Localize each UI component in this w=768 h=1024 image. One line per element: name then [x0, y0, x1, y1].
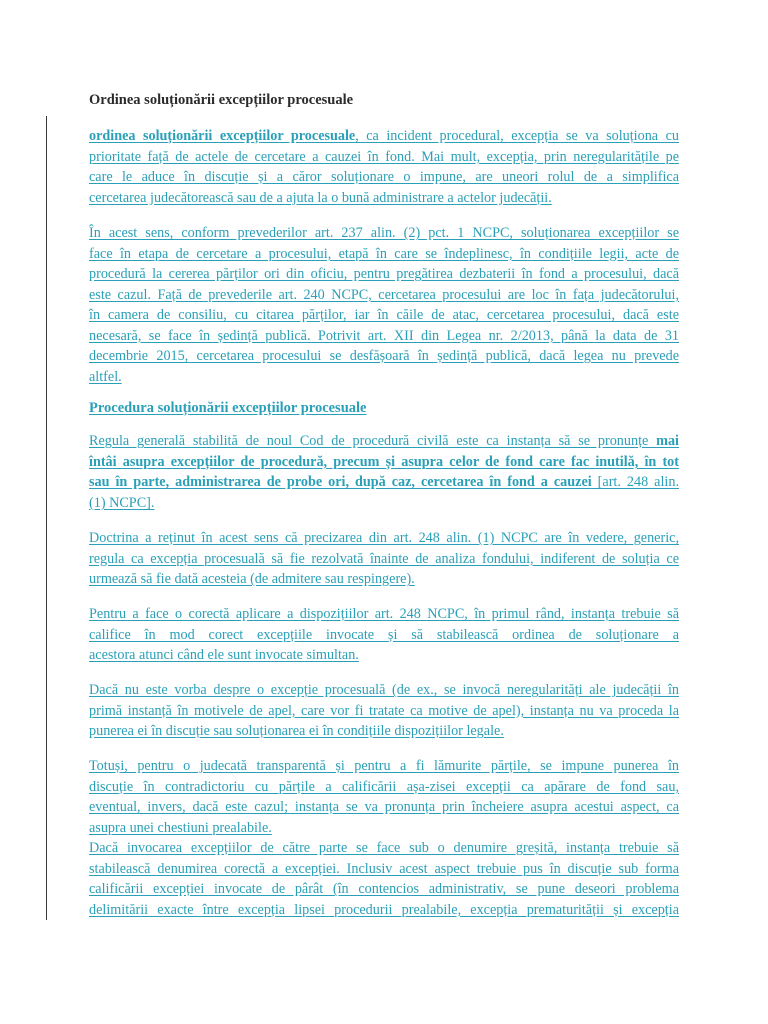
text-run: altfel. — [89, 368, 122, 385]
text-run: este cazul. Față de prevederile art. 240 NCPC, cercetarea procesului are loc în fața judecătorului, — [89, 286, 679, 303]
text-line — [89, 346, 679, 367]
text-line — [89, 167, 679, 188]
text-line — [89, 838, 679, 859]
text-run: , ca incident procedural, excepția se va soluționa cu — [355, 128, 679, 144]
text-line — [89, 900, 679, 921]
text-line — [89, 701, 679, 722]
text-line — [89, 188, 679, 209]
text-line — [89, 569, 679, 590]
text-run: care le aduce în discuție și a căror soluționare o impune, are uneori rolul de a simplifica — [89, 169, 679, 185]
paragraph-4 — [89, 528, 679, 590]
text-line — [89, 721, 679, 742]
text-line — [89, 528, 679, 549]
text-run: cercetarea judecătorească sau de a ajuta la o bună administrare a actelor judecății. — [89, 189, 552, 206]
text-line — [89, 797, 679, 818]
text-run: necesară, se face în ședință publică. Potrivit art. XII din Legea nr. 2/2013, până la data de 31 — [89, 327, 679, 344]
text-line — [89, 879, 679, 900]
text-line — [89, 818, 679, 839]
paragraph-5 — [89, 604, 679, 666]
bold-text-run: întâi asupra excepțiilor de procedură, precum și asupra celor de fond care fac inutilă, în tot — [89, 453, 679, 470]
text-run: califice în mod corect excepțiile invocate și să stabilească ordinea de soluționare a — [89, 626, 679, 643]
text-run: Regula generală stabilită de noul Cod de procedură civilă este ca instanța să se pronunțe — [89, 433, 657, 449]
text-line — [89, 625, 679, 646]
text-line — [89, 859, 679, 880]
text-line — [89, 549, 679, 570]
text-run: regula ca excepția procesuală să fie rezolvată înainte de analiza fondului, indiferent de soluția ce — [89, 550, 679, 567]
margin-change-bar — [46, 116, 47, 920]
text-line — [89, 305, 679, 326]
text-line — [89, 244, 679, 265]
text-run: delimitării exacte între excepția lipsei procedurii prealabile, excepția prematurității și excepția — [89, 901, 679, 918]
text-line — [89, 285, 679, 306]
paragraph-2 — [89, 223, 679, 387]
text-run: urmează să fie dată acesteia (de admitere sau respingere). — [89, 571, 415, 587]
text-run: decembrie 2015, cercetarea procesului se desfășoară în ședință publică, dacă legea nu prevede — [89, 348, 679, 364]
text-run: calificării excepției invocate de pârât (în contencios administrativ, se pune deseori problema — [89, 881, 679, 897]
text-line — [89, 452, 679, 473]
text-line — [89, 777, 679, 798]
text-run: punerea ei în discuție sau soluționarea ei în condițiile dispozițiilor legale. — [89, 723, 504, 739]
text-run: acestora atunci când ele sunt invocate simultan. — [89, 647, 359, 663]
paragraph-1 — [89, 126, 679, 208]
text-run: procedură la cererea părților ori din oficiu, pentru pregătirea dezbaterii în fond a procesului, dacă — [89, 266, 679, 282]
text-run: prioritate față de actele de cercetare a cauzei în fond. Mai mult, excepția, prin neregularitățile pe — [89, 148, 679, 165]
text-run: În acest sens, conform prevederilor art. 237 alin. (2) pct. 1 NCPC, soluționarea excepțiilor se — [89, 225, 679, 241]
text-line — [89, 223, 679, 244]
text-run: în camera de consiliu, cu citarea părților, iar în căile de atac, cercetarea procesului, dacă este — [89, 307, 679, 323]
text-run: (1) NCPC]. — [89, 494, 155, 511]
text-line — [89, 756, 679, 777]
text-line — [89, 493, 679, 514]
text-run: discuție în contradictoriu cu părțile a calificării așa-zisei excepții ca apărare de fond sau, — [89, 778, 679, 795]
text-run: stabilească denumirea corectă a excepției. Inclusiv acest aspect trebuie pus în discuție sub forma — [89, 860, 679, 877]
text-run: [art. 248 alin. — [591, 474, 679, 490]
text-line — [89, 431, 679, 452]
text-run: eventual, invers, dacă este cazul; instanța se va pronunța prin încheiere asupra acestui aspect, ca — [89, 799, 679, 815]
text-line — [89, 326, 679, 347]
subheading-wrap — [89, 398, 679, 419]
text-line — [89, 680, 679, 701]
text-line — [89, 126, 679, 147]
text-line — [89, 367, 679, 388]
text-line — [89, 264, 679, 285]
text-run: Dacă invocarea excepțiilor de către parte se face sub o denumire greșită, instanța trebuie să — [89, 840, 679, 856]
text-run: Totuși, pentru o judecată transparentă și pentru a fi lămurite părțile, se impune punerea în — [89, 758, 679, 774]
text-line — [89, 472, 679, 493]
text-line — [89, 604, 679, 625]
text-run: Dacă nu este vorba despre o excepție procesuală (de ex., se invocă neregularități ale judecății în — [89, 682, 679, 698]
paragraph-3 — [89, 431, 679, 513]
text-line — [89, 645, 679, 666]
text-run: primă instanță în motivele de apel, care vor fi tratate ca motive de apel), instanța nu va proceda la — [89, 702, 679, 719]
bold-text-run: mai — [656, 433, 679, 449]
section-subheading: Procedura soluționării excepțiilor procesuale — [89, 400, 367, 416]
text-run: Doctrina a reținut în acest sens că precizarea din art. 248 alin. (1) NCPC are în vedere, generic, — [89, 530, 679, 546]
text-run: Pentru a face o corectă aplicare a dispozițiilor art. 248 NCPC, în primul rând, instanța trebuie să — [89, 606, 679, 622]
paragraph-6 — [89, 680, 679, 742]
text-line — [89, 147, 679, 168]
text-run: face în etapa de cercetare a procesului, etapă în care se îndeplinesc, în condițiile legii, acte de — [89, 245, 679, 262]
text-run: asupra unei chestiuni prealabile. — [89, 819, 272, 836]
document-title: Ordinea soluționării excepțiilor procesuale — [89, 92, 354, 108]
bold-text-run: sau în parte, administrarea de probe ori, după caz, cercetarea în fond a cauzei — [89, 474, 592, 490]
bold-text-run: ordinea soluționării excepțiilor procesuale — [89, 128, 356, 144]
paragraph-7 — [89, 756, 679, 920]
